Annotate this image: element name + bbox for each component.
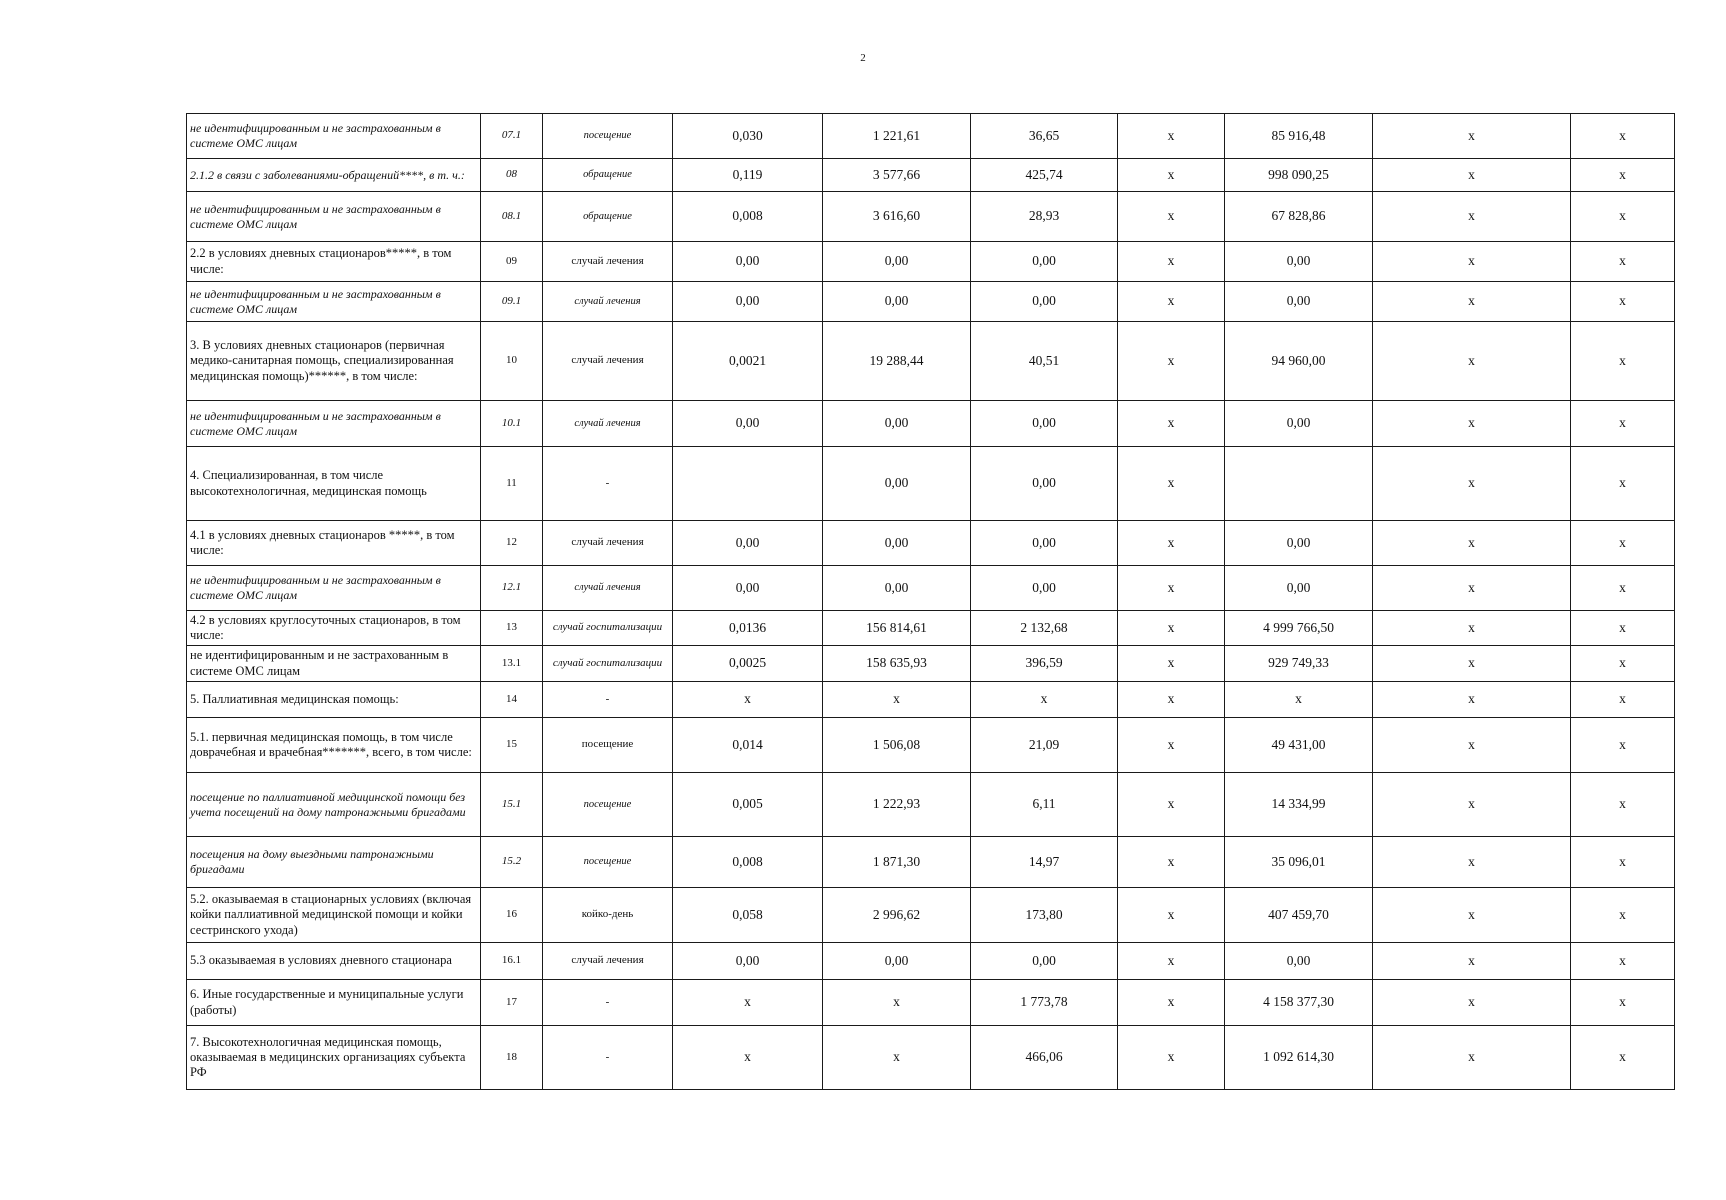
row-unit-cell: случай лечения [543,242,673,282]
row-value-cell-v2: 0,00 [823,447,971,521]
row-unit-cell: случай лечения [543,401,673,447]
row-value-cell-v6: x [1373,114,1571,159]
row-value-cell-v3: x [971,682,1118,718]
table-row [187,773,1675,837]
row-code-cell: 09 [481,242,543,282]
row-value-cell-v7: x [1571,611,1675,646]
row-value-cell-v6: x [1373,888,1571,943]
row-code-cell: 11 [481,447,543,521]
row-value-cell-v1: 0,119 [673,159,823,192]
row-value-cell-v4: x [1118,646,1225,682]
row-value-cell-v2: 0,00 [823,566,971,611]
row-name-cell: 5. Паллиативная медицинская помощь: [187,682,481,718]
row-value-cell-v5: 14 334,99 [1225,773,1373,837]
row-value-cell-v1: 0,0025 [673,646,823,682]
row-value-cell-v7: x [1571,159,1675,192]
row-value-cell-v7: x [1571,114,1675,159]
row-value-cell-v4: x [1118,888,1225,943]
row-value-cell-v5: 0,00 [1225,282,1373,322]
row-value-cell-v6: x [1373,192,1571,242]
row-value-cell-v3: 396,59 [971,646,1118,682]
row-value-cell-v4: x [1118,773,1225,837]
row-value-cell-v4: x [1118,242,1225,282]
row-value-cell-v5: 0,00 [1225,401,1373,447]
row-name-cell: не идентифицированным и не застрахованным в системе ОМС лицам [187,114,481,159]
row-value-cell-v1: 0,00 [673,242,823,282]
row-value-cell-v1: x [673,1026,823,1090]
row-code-cell: 10 [481,322,543,401]
row-code-cell: 07.1 [481,114,543,159]
row-name-cell: 2.2 в условиях дневных стационаров*****, в том числе: [187,242,481,282]
row-name-cell: посещения на дому выездными патронажными бригадами [187,837,481,888]
row-value-cell-v5: 0,00 [1225,566,1373,611]
row-value-cell-v1: 0,030 [673,114,823,159]
row-value-cell-v3: 21,09 [971,718,1118,773]
row-value-cell-v5 [1225,447,1373,521]
row-value-cell-v6: x [1373,611,1571,646]
row-value-cell-v2: 0,00 [823,242,971,282]
row-value-cell-v1: 0,008 [673,837,823,888]
table-row [187,646,1675,682]
row-value-cell-v2: 0,00 [823,943,971,980]
row-name-cell: 4.2 в условиях круглосуточных стационаров, в том числе: [187,611,481,646]
row-value-cell-v5: 67 828,86 [1225,192,1373,242]
table-row [187,159,1675,192]
row-unit-cell: случай госпитализации [543,611,673,646]
row-value-cell-v3: 28,93 [971,192,1118,242]
row-unit-cell: случай лечения [543,566,673,611]
row-unit-cell: посещение [543,114,673,159]
row-value-cell-v1: 0,0021 [673,322,823,401]
row-value-cell-v7: x [1571,646,1675,682]
row-unit-cell: случай лечения [543,943,673,980]
row-code-cell: 09.1 [481,282,543,322]
row-value-cell-v5: 407 459,70 [1225,888,1373,943]
row-value-cell-v4: x [1118,447,1225,521]
row-value-cell-v2: 19 288,44 [823,322,971,401]
row-value-cell-v4: x [1118,521,1225,566]
row-value-cell-v6: x [1373,1026,1571,1090]
row-name-cell: 3. В условиях дневных стационаров (первичная медико-санитарная помощь, специализированная медицинская помощь)******, в том числе: [187,322,481,401]
row-value-cell-v4: x [1118,718,1225,773]
row-value-cell-v1: 0,014 [673,718,823,773]
row-value-cell-v5: 0,00 [1225,943,1373,980]
row-value-cell-v2: x [823,1026,971,1090]
row-name-cell: 7. Высокотехнологичная медицинская помощь, оказываемая в медицинских организациях субъекта РФ [187,1026,481,1090]
row-value-cell-v6: x [1373,980,1571,1026]
row-value-cell-v5: 1 092 614,30 [1225,1026,1373,1090]
row-value-cell-v1: 0,00 [673,943,823,980]
row-value-cell-v5: 94 960,00 [1225,322,1373,401]
row-value-cell-v6: x [1373,682,1571,718]
row-name-cell: 4.1 в условиях дневных стационаров *****, в том числе: [187,521,481,566]
row-unit-cell: - [543,447,673,521]
row-value-cell-v4: x [1118,114,1225,159]
table-row [187,192,1675,242]
row-unit-cell: посещение [543,718,673,773]
row-value-cell-v2: x [823,980,971,1026]
row-value-cell-v1: 0,008 [673,192,823,242]
row-value-cell-v3: 425,74 [971,159,1118,192]
table-row [187,837,1675,888]
row-value-cell-v3: 6,11 [971,773,1118,837]
row-value-cell-v4: x [1118,401,1225,447]
row-value-cell-v5: x [1225,682,1373,718]
row-unit-cell: - [543,980,673,1026]
table-row [187,980,1675,1026]
row-code-cell: 13.1 [481,646,543,682]
row-code-cell: 15 [481,718,543,773]
row-value-cell-v3: 0,00 [971,242,1118,282]
row-value-cell-v6: x [1373,447,1571,521]
row-value-cell-v3: 466,06 [971,1026,1118,1090]
row-value-cell-v4: x [1118,282,1225,322]
row-code-cell: 15.2 [481,837,543,888]
row-value-cell-v2: 0,00 [823,282,971,322]
row-code-cell: 08 [481,159,543,192]
row-value-cell-v5: 49 431,00 [1225,718,1373,773]
row-code-cell: 16 [481,888,543,943]
row-value-cell-v4: x [1118,682,1225,718]
row-value-cell-v5: 4 158 377,30 [1225,980,1373,1026]
row-value-cell-v1 [673,447,823,521]
row-value-cell-v2: 2 996,62 [823,888,971,943]
table-row [187,242,1675,282]
row-value-cell-v6: x [1373,837,1571,888]
row-value-cell-v1: 0,00 [673,282,823,322]
row-value-cell-v7: x [1571,566,1675,611]
row-value-cell-v5: 0,00 [1225,521,1373,566]
row-name-cell: 4. Специализированная, в том числе высокотехнологичная, медицинская помощь [187,447,481,521]
row-value-cell-v7: x [1571,322,1675,401]
row-value-cell-v7: x [1571,773,1675,837]
row-value-cell-v4: x [1118,159,1225,192]
table-row [187,682,1675,718]
row-value-cell-v3: 0,00 [971,447,1118,521]
row-value-cell-v3: 0,00 [971,566,1118,611]
row-unit-cell: случай госпитализации [543,646,673,682]
row-code-cell: 12 [481,521,543,566]
row-unit-cell: посещение [543,837,673,888]
row-unit-cell: койко-день [543,888,673,943]
row-unit-cell: - [543,682,673,718]
row-value-cell-v6: x [1373,943,1571,980]
row-value-cell-v6: x [1373,322,1571,401]
row-value-cell-v7: x [1571,718,1675,773]
row-name-cell: не идентифицированным и не застрахованным в системе ОМС лицам [187,282,481,322]
row-code-cell: 17 [481,980,543,1026]
row-value-cell-v2: 1 506,08 [823,718,971,773]
row-value-cell-v1: 0,0136 [673,611,823,646]
row-value-cell-v7: x [1571,888,1675,943]
financing-table [186,113,1675,1090]
table-row [187,447,1675,521]
row-value-cell-v4: x [1118,566,1225,611]
page-number: 2 [860,52,866,64]
row-value-cell-v2: 1 871,30 [823,837,971,888]
table-row [187,566,1675,611]
row-value-cell-v7: x [1571,980,1675,1026]
row-name-cell: не идентифицированным и не застрахованным в системе ОМС лицам [187,566,481,611]
row-code-cell: 15.1 [481,773,543,837]
row-value-cell-v6: x [1373,282,1571,322]
row-value-cell-v6: x [1373,521,1571,566]
row-value-cell-v3: 0,00 [971,521,1118,566]
row-value-cell-v2: 0,00 [823,401,971,447]
table-row [187,521,1675,566]
row-value-cell-v3: 173,80 [971,888,1118,943]
row-value-cell-v2: 1 221,61 [823,114,971,159]
row-name-cell: 5.3 оказываемая в условиях дневного стационара [187,943,481,980]
row-name-cell: не идентифицированным и не застрахованным в системе ОМС лицам [187,401,481,447]
row-value-cell-v5: 998 090,25 [1225,159,1373,192]
row-name-cell: не идентифицированным и не застрахованным в системе ОМС лицам [187,646,481,682]
row-value-cell-v3: 14,97 [971,837,1118,888]
table-row [187,611,1675,646]
row-value-cell-v2: 0,00 [823,521,971,566]
row-unit-cell: случай лечения [543,282,673,322]
row-name-cell: 6. Иные государственные и муниципальные услуги (работы) [187,980,481,1026]
row-code-cell: 12.1 [481,566,543,611]
row-value-cell-v6: x [1373,401,1571,447]
row-unit-cell: - [543,1026,673,1090]
table-row [187,322,1675,401]
row-value-cell-v5: 4 999 766,50 [1225,611,1373,646]
row-name-cell: 5.1. первичная медицинская помощь, в том числе доврачебная и врачебная*******, всего, в том числе: [187,718,481,773]
row-value-cell-v3: 0,00 [971,401,1118,447]
row-value-cell-v7: x [1571,682,1675,718]
row-name-cell: 5.2. оказываемая в стационарных условиях (включая койки паллиативной медицинской помощи и койки сестринского ухода) [187,888,481,943]
row-value-cell-v1: x [673,980,823,1026]
row-unit-cell: случай лечения [543,322,673,401]
row-code-cell: 13 [481,611,543,646]
row-value-cell-v6: x [1373,718,1571,773]
table-row [187,718,1675,773]
table-row [187,282,1675,322]
table-row [187,401,1675,447]
row-code-cell: 14 [481,682,543,718]
row-value-cell-v3: 36,65 [971,114,1118,159]
row-value-cell-v1: 0,00 [673,566,823,611]
row-code-cell: 08.1 [481,192,543,242]
row-value-cell-v3: 1 773,78 [971,980,1118,1026]
row-value-cell-v6: x [1373,773,1571,837]
row-value-cell-v5: 85 916,48 [1225,114,1373,159]
row-name-cell: 2.1.2 в связи с заболеваниями-обращений****, в т. ч.: [187,159,481,192]
row-unit-cell: обращение [543,159,673,192]
table-row [187,943,1675,980]
row-value-cell-v1: 0,00 [673,401,823,447]
row-value-cell-v4: x [1118,611,1225,646]
row-value-cell-v4: x [1118,1026,1225,1090]
row-code-cell: 18 [481,1026,543,1090]
row-value-cell-v5: 35 096,01 [1225,837,1373,888]
row-value-cell-v4: x [1118,192,1225,242]
row-value-cell-v3: 0,00 [971,282,1118,322]
row-value-cell-v1: 0,00 [673,521,823,566]
row-value-cell-v4: x [1118,980,1225,1026]
row-unit-cell: случай лечения [543,521,673,566]
row-value-cell-v2: 1 222,93 [823,773,971,837]
row-value-cell-v6: x [1373,242,1571,282]
row-value-cell-v6: x [1373,566,1571,611]
row-value-cell-v1: x [673,682,823,718]
row-value-cell-v7: x [1571,401,1675,447]
row-value-cell-v7: x [1571,447,1675,521]
row-value-cell-v7: x [1571,521,1675,566]
row-code-cell: 16.1 [481,943,543,980]
row-code-cell: 10.1 [481,401,543,447]
table-row [187,888,1675,943]
table-row [187,1026,1675,1090]
table-row [187,114,1675,159]
row-value-cell-v7: x [1571,192,1675,242]
row-value-cell-v7: x [1571,242,1675,282]
row-value-cell-v2: 3 616,60 [823,192,971,242]
row-value-cell-v3: 2 132,68 [971,611,1118,646]
row-value-cell-v2: 156 814,61 [823,611,971,646]
row-name-cell: посещение по паллиативной медицинской помощи без учета посещений на дому патронажными бригадами [187,773,481,837]
row-name-cell: не идентифицированным и не застрахованным в системе ОМС лицам [187,192,481,242]
row-value-cell-v7: x [1571,1026,1675,1090]
row-value-cell-v2: 158 635,93 [823,646,971,682]
row-value-cell-v4: x [1118,837,1225,888]
row-value-cell-v4: x [1118,943,1225,980]
row-value-cell-v5: 929 749,33 [1225,646,1373,682]
row-value-cell-v7: x [1571,282,1675,322]
row-value-cell-v6: x [1373,159,1571,192]
row-unit-cell: посещение [543,773,673,837]
row-value-cell-v1: 0,005 [673,773,823,837]
row-value-cell-v2: x [823,682,971,718]
row-value-cell-v4: x [1118,322,1225,401]
row-value-cell-v7: x [1571,837,1675,888]
row-value-cell-v3: 40,51 [971,322,1118,401]
row-value-cell-v5: 0,00 [1225,242,1373,282]
row-unit-cell: обращение [543,192,673,242]
row-value-cell-v3: 0,00 [971,943,1118,980]
row-value-cell-v2: 3 577,66 [823,159,971,192]
row-value-cell-v7: x [1571,943,1675,980]
row-value-cell-v6: x [1373,646,1571,682]
table-body [187,114,1675,1090]
row-value-cell-v1: 0,058 [673,888,823,943]
